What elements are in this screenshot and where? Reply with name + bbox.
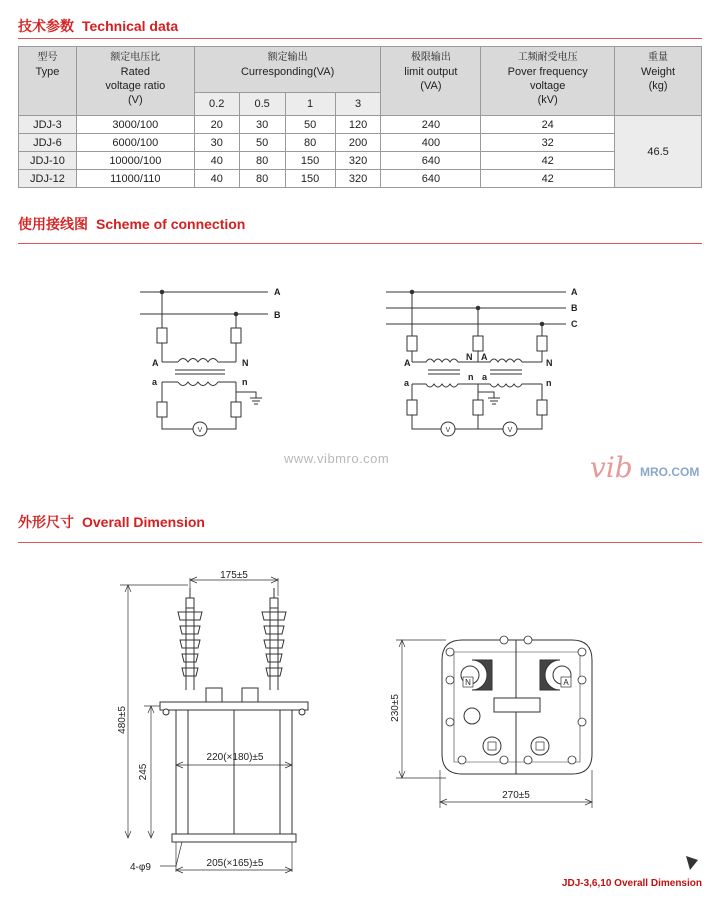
plan-view [390,636,592,808]
cell-class-0-5: 50 [239,134,285,152]
header-weight: 重量 Weight (kg) [615,47,702,116]
cell-limit: 400 [381,134,481,152]
fuse-box [537,336,547,351]
front-view [117,570,308,873]
fuse-box [231,328,241,343]
label-secondary-n: n [242,377,248,387]
primary-winding [178,359,222,363]
cell-ratio: 3000/100 [76,116,194,134]
header-frequency: 工频耐受电压 Pover frequency voltage (kV) [481,47,615,116]
cell-limit: 640 [381,170,481,188]
dim-plan-width: 270±5 [502,790,530,801]
cell-ratio: 10000/100 [76,152,194,170]
scheme-title-en: Scheme of connection [96,216,246,232]
header-class-0-5: 0.5 [239,93,285,116]
dim-top-spacing: 175±5 [220,570,248,581]
watermark-logo [556,447,706,487]
overall-title [18,512,205,532]
dim-tank-height: 245 [138,763,149,781]
cell-class-0-2: 20 [194,116,239,134]
label-primary-n: N [546,358,553,368]
header-class-0-2: 0.2 [194,93,239,116]
overall-title-en: Overall Dimension [82,514,205,530]
terminal-a-label: A [563,678,569,687]
label-primary-a: A [481,352,488,362]
label-primary-a: A [152,358,159,368]
cell-kv: 42 [481,152,615,170]
cell-class-0-5: 80 [239,152,285,170]
cell-class-0-5: 80 [239,170,285,188]
dim-base-width: 205(×165)±5 [206,858,264,869]
header-ratio: 额定电压比 Rated voltage ratio (V) [76,47,194,116]
watermark-domain: MRO.COM [640,465,700,479]
scheme-title-cn: 使用接线图 [18,216,88,232]
label-secondary-a: a [482,372,488,382]
cell-kv: 42 [481,170,615,188]
label-bus-a: A [571,287,578,297]
cell-class-1: 150 [285,152,335,170]
scheme-left [140,287,281,436]
label-secondary-n: n [546,378,552,388]
cell-type: JDJ-3 [19,116,77,134]
voltmeter-label: V [197,427,203,434]
cell-kv: 32 [481,134,615,152]
cell-class-0-2: 30 [194,134,239,152]
header-class-3: 3 [335,93,381,116]
header-class-1: 1 [285,93,335,116]
label-primary-n: N [242,358,249,368]
dim-tank-width: 220(×180)±5 [206,752,264,763]
cell-class-1: 150 [285,170,335,188]
cell-class-3: 200 [335,134,381,152]
label-bus-c: C [571,319,578,329]
cell-limit: 240 [381,116,481,134]
header-corresponding: 额定输出 Curresponding(VA) [194,47,381,93]
cell-class-0-2: 40 [194,170,239,188]
fuse-box [537,400,547,415]
voltmeter-label: V [445,427,451,434]
label-secondary-a: a [152,377,158,387]
overall-divider [18,542,702,543]
fuse-box [407,336,417,351]
secondary-winding [178,382,222,386]
cell-class-3: 120 [335,116,381,134]
label-secondary-a: a [404,378,410,388]
cell-type: JDJ-12 [19,170,77,188]
scheme-right [386,287,578,436]
cell-class-0-2: 40 [194,152,239,170]
watermark-brand: vib [590,451,633,484]
figure-caption: JDJ-3,6,10 Overall Dimension [561,878,702,889]
label-primary-n: N [466,352,473,362]
technical-data-title-cn: 技术参数 [18,18,74,34]
label-bus-b: B [274,310,281,320]
dim-holes: 4-φ9 [130,862,151,873]
label-bus-a: A [274,287,281,297]
dim-plan-height: 230±5 [390,694,401,722]
header-limit: 极限输出 limit output (VA) [381,47,481,116]
fuse-box [231,402,241,417]
overall-title-cn: 外形尺寸 [18,514,74,530]
technical-data-title-en: Technical data [82,18,179,34]
terminal-n-label: N [465,678,471,687]
corner-marker-icon [686,856,698,870]
cell-type: JDJ-6 [19,134,77,152]
label-bus-b: B [571,303,578,313]
fuse-box [473,400,483,415]
fuse-box [157,328,167,343]
cell-class-1: 80 [285,134,335,152]
header-type: 型号 Type [19,47,77,116]
fuse-box [407,400,417,415]
label-primary-a: A [404,358,411,368]
fuse-box [473,336,483,351]
cell-ratio: 6000/100 [76,134,194,152]
cell-type: JDJ-10 [19,152,77,170]
cell-class-3: 320 [335,152,381,170]
watermark-url: www.vibmro.com [284,451,390,466]
cell-kv: 24 [481,116,615,134]
cell-weight: 46.5 [615,116,702,188]
cell-ratio: 11000/110 [76,170,194,188]
voltmeter-label: V [507,427,513,434]
cell-class-0-5: 30 [239,116,285,134]
label-secondary-n: n [468,372,474,382]
fuse-box [157,402,167,417]
dim-total-height: 480±5 [117,706,128,734]
cell-class-3: 320 [335,170,381,188]
cell-limit: 640 [381,152,481,170]
cell-class-1: 50 [285,116,335,134]
